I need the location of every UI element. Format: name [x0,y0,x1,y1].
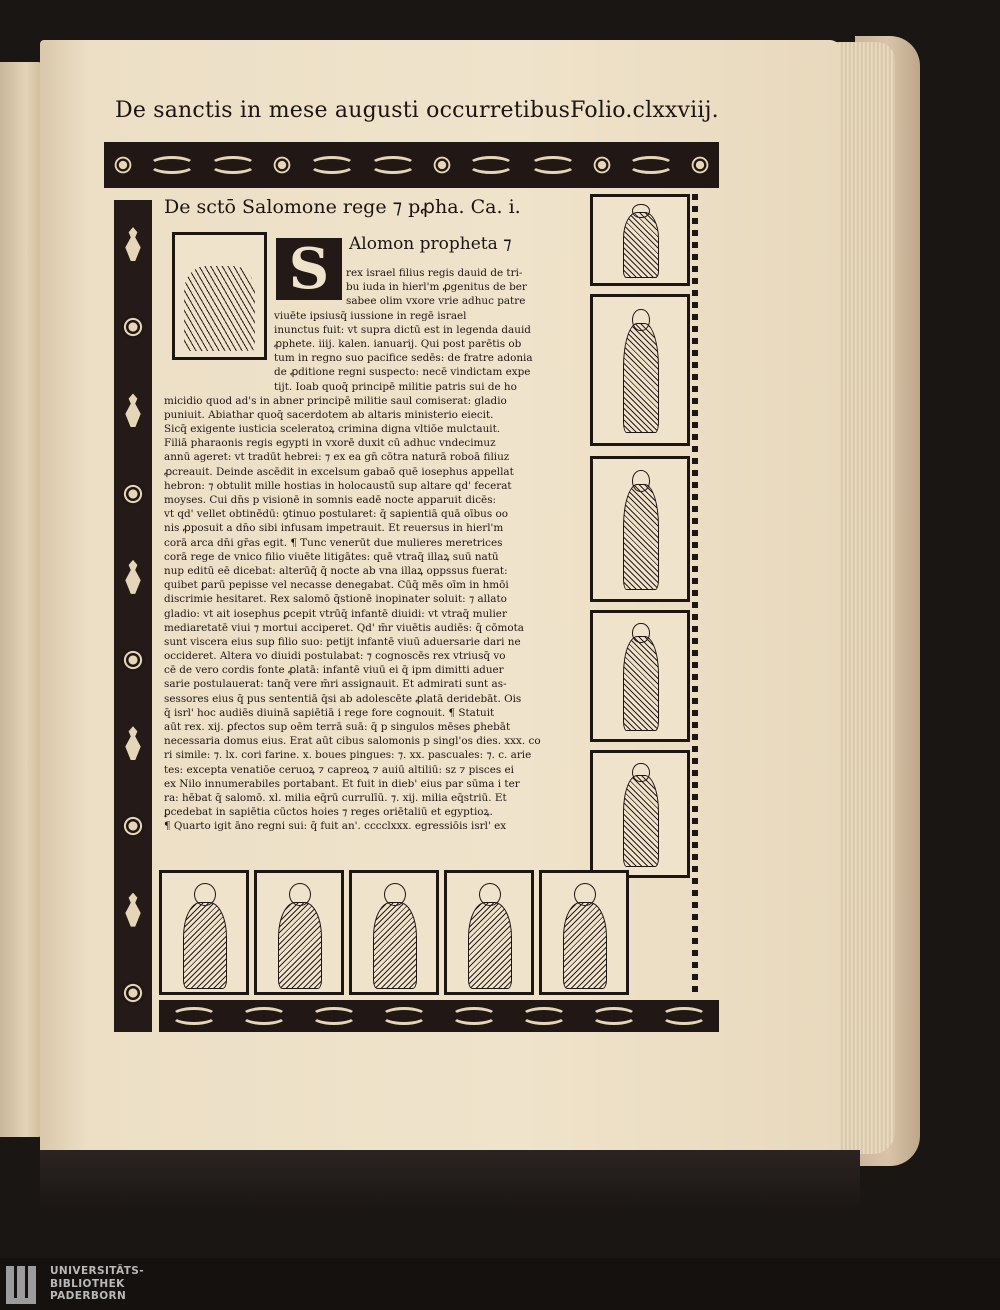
text-line: ra: hēbat q̄ salomō. xl. milia eq̄rū currulīū. ⁊. xij. milia eq̄striū. Et [164,791,507,804]
rosette-icon [591,154,613,176]
initial-letter: S [288,236,330,302]
woodcut-panel-sibyl [590,456,690,602]
text-line: tijt. Ioab quoq̄ principē militie patris sui de ho [274,380,517,393]
text-line: gladio: vt ait iosephus ꝑcepit vtrūq̄ infantē diuidi: vt vtraq̄ mulier [164,607,507,620]
library-name-line1: UNIVERSITÄTS- [50,1265,145,1277]
library-logo-icon [6,1264,44,1306]
rosette-icon [431,154,453,176]
woodcut-panel-prophet [590,610,690,742]
rosette-icon [112,154,134,176]
sibyl-figure-icon [278,902,322,990]
text-line: sabee olim vxore vrie adhuc patre [346,295,526,308]
text-line: ꝓphete. iiij. kalen. ianuarij. Qui post parētis ob [274,337,522,350]
text-line: corā rege de vnico filio viuēte litigātes: quē vtraq̄ illaꝝ suū natū [164,550,499,563]
text-line: sunt viscera eius sup filio suo: petijt infantē viuū aduersarie dari ne [164,635,521,648]
text-line: quibet ꝑarū pepisse vel necasse denegabat. Cūq̄ mēs oīm in hmōi [164,579,509,592]
text-line: mediaretatē viui ⁊ mortui acciperet. Qd' m̄r viuētis audiēs: q̄ cōmota [164,621,524,634]
main-text-column [164,266,582,834]
left-ornament-border [114,200,152,1032]
rosette-icon [121,981,145,1005]
text-line: discrimie hesitaret. Rex salomō q̄stionē inopinater soluit: ⁊ allato [164,593,507,606]
text-line: micidio quod ad's in abner principē militie saul comiserat: gladio [164,394,507,407]
sibyl-figure-icon [373,902,417,990]
woodcut-panel-sibyl-3 [349,870,439,995]
bird-icon [122,227,144,261]
text-line: viuēte ipsiusq̄ iussione in regē israel [274,309,467,322]
bird-icon [122,893,144,927]
woodcut-panel-angel [590,194,690,286]
bottom-ornament-band [159,1000,719,1032]
vine-ornament-icon [241,1007,287,1025]
vine-ornament-icon [468,156,514,174]
text-line: rex israel filius regis dauid de tri- [346,267,523,279]
text-line: sarie postulauerat: tanq̄ vere m̄ri assignauit. Et admirati sunt as- [164,678,507,691]
text-line: vt qd' vellet obtinēdū: ꝯtinuo postularet: q̄ sapientiā quā oībus oo [164,508,508,521]
text-line: annū ageret: vt tradūt hebrei: ⁊ ex ea gn̄ cōtra naturā roboā filiuz [164,451,510,464]
angel-figure-icon [623,212,659,278]
rosette-icon [121,482,145,506]
rosette-icon [689,154,711,176]
vine-ornament-icon [628,156,674,174]
rosette-icon [121,814,145,838]
library-name-line2: BIBLIOTHEK [50,1277,125,1290]
text-line: necessaria domus eius. Erat aūt cibus salomonis p singl'os dies. xxx. co [164,735,541,748]
text-line: ¶ Quarto igit āno regni sui: q̄ fuit an'. cccclxxx. egressiōis isrl' ex [164,820,507,833]
king-figure-icon [623,775,659,867]
text-line: Sicq̄ exigente iusticia sceleratoꝝ crimina digna vltiōe mulctauit. [164,423,501,436]
text-line: moyses. Cui dn̄s p visionē in somnis eadē nocte apparuit dicēs: [164,494,497,506]
sibyl-figure-icon [563,902,607,990]
running-head-title: De sanctis in mese augusti occurretibus [115,98,571,123]
vine-ornament-icon [370,156,416,174]
bird-icon [122,393,144,427]
bird-icon [122,560,144,594]
vine-ornament-icon [381,1007,427,1025]
bottom-woodcut-row [159,870,629,995]
left-page-edge [0,62,44,1137]
text-line: Filiā pharaonis regis egypti in vxorē duxit cū adhuc vndecimuz [164,437,496,450]
woodcut-panel-sibyl-4 [444,870,534,995]
text-line: corā arca dn̄i gr̄as egit. ¶ Tunc venerūt due mulieres meretrices [164,536,503,549]
text-line: hebron: ⁊ obtulit mille hostias in holocaustū sup altare qd' fecerat [164,479,512,492]
text-line: puniuit. Abiathar quoq̄ sacerdotem ab altaris ministerio eiecit. [164,408,494,421]
text-line: ꝑcedebat in sapiētia cūctos hoies ⁊ reges oriētaliū et egyptioꝝ. [164,806,493,819]
woodcut-panel-sibyl-5 [539,870,629,995]
text-line: tum in regno suo pacifice sedēs: de fratre adonia [274,352,533,365]
rosette-icon [271,154,293,176]
vine-ornament-icon [309,156,355,174]
prophet-figure-icon [623,636,659,731]
text-line: cē de vero cordis fonte ꝓlatā: infantē viuū ei q̄ ipm dimitti aduer [164,664,504,677]
library-name-line3: PADERBORN [50,1290,127,1302]
library-name[interactable] [50,1265,144,1303]
vine-ornament-icon [171,1007,217,1025]
vine-ornament-icon [521,1007,567,1025]
text-line: ri simile: ⁊. lx. cori farine. x. boues pingues: ⁊. xx. pascuales: ⁊. c. arie [164,749,532,762]
text-line: q̄ isrl' hoc audiēs diuinā sapiētiā i rege fore cognouit. ¶ Statuit [164,706,495,719]
text-line: inunctus fuit: vt supra dictū est in legenda dauid [274,323,531,336]
vine-ornament-icon [530,156,576,174]
book-bottom-shadow [40,1150,860,1210]
rosette-icon [121,315,145,339]
top-ornament-band [104,142,719,188]
text-line: aūt rex. xij. ꝑfectos sup oēm terrā suā: q̄ p singulos mēses ꝑhebāt [164,721,511,733]
text-line: ex Nilo innumerabiles portabant. Et fuit in dieb' eius par sūma i ter [164,777,520,790]
woodcut-panel-sibyl-2 [254,870,344,995]
rosette-icon [121,648,145,672]
vine-ornament-icon [149,156,195,174]
text-line: nis ꝓposuit a dn̄o sibi infusam impetrauit. Et reuersus in hierl'm [164,522,504,535]
vine-ornament-icon [451,1007,497,1025]
woodcut-panel-king [590,750,690,878]
vine-ornament-icon [591,1007,637,1025]
sibyl-figure-icon [623,484,659,590]
sibyl-figure-icon [468,902,512,990]
wavy-border-ornament [692,194,698,994]
vine-ornament-icon [661,1007,707,1025]
first-line: Alomon propheta ⁊ [349,234,512,254]
text-line: de ꝓditione regni suspecto: necē vindictam expe [274,366,531,379]
text-line: tes: excepta venatiōe ceruoꝝ ⁊ capreoꝝ ⁊ auiū altiliū: sz ⁊ pisces ei [164,763,515,776]
vine-ornament-icon [210,156,256,174]
woodcut-panel-sibyl-1 [159,870,249,995]
running-head [115,98,719,123]
text-line: ꝓcreauit. Deinde ascēdit in excelsum gabaō quē iosephus appellat [164,465,514,478]
text-line: nup editū eē dicebat: alterūq̄ q̄ nocte ab vna illaꝝ oppssus fuerat: [164,564,508,577]
chapter-heading: De sctō Salomone rege ⁊ pꝓha. Ca. i. [164,196,521,218]
folio-number: Folio.clxxviij. [570,98,719,123]
body-text [164,394,582,834]
text-line: sessores eius q̄ pus sententiā q̄si ab adolescēte ꝓlatā deridebāt. Ois [164,692,522,705]
text-line: occideret. Altera vo diuidi postulabat: ⁊ cognoscēs rex vtriusq̄ vo [164,650,506,663]
footer-bar [0,1258,1000,1310]
prophetess-figure-icon [623,323,659,433]
woodcut-panel-prophetess [590,294,690,446]
bird-icon [122,726,144,760]
vine-ornament-icon [311,1007,357,1025]
woodcut-frame [104,142,719,1032]
sibyl-figure-icon [183,902,227,990]
text-line: bu iuda in hierl'm ꝓgenitus de ber [346,281,527,294]
